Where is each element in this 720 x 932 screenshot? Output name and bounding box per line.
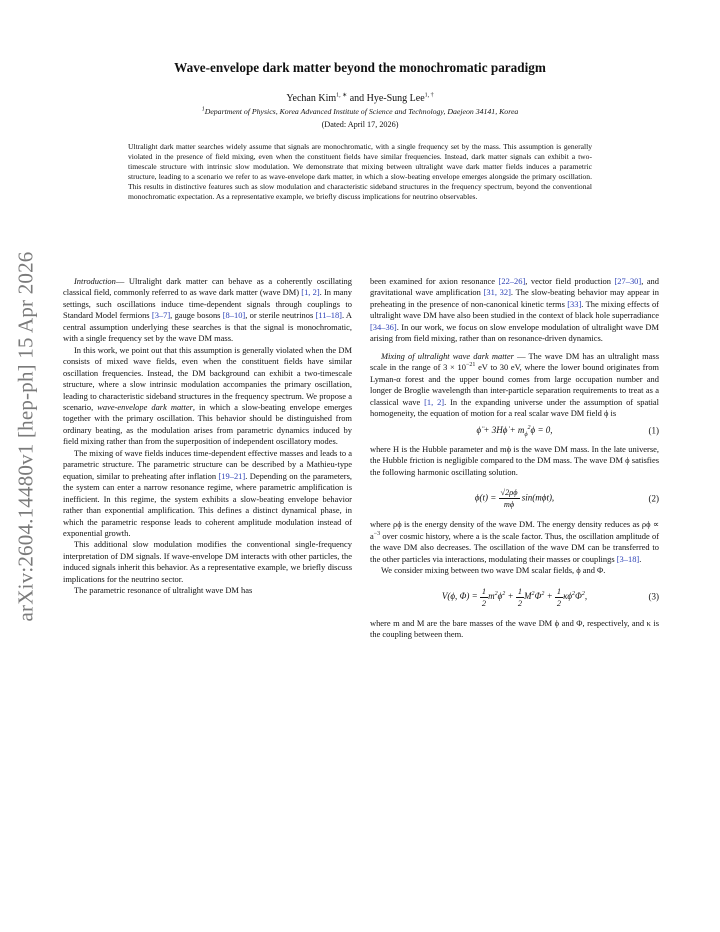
citation-link[interactable]: [22–26] xyxy=(498,276,526,286)
paragraph: This additional slow modulation modifies the conventional single-frequency interpretation of DM signals. If wave-envelope DM interacts with other particles, the induced signals inherit this behavior. As a representative example, we briefly discuss implications for the neutrino sector. xyxy=(63,539,352,584)
citation-link[interactable]: [11–18] xyxy=(315,310,342,321)
emphasized-term: wave-envelope dark matter xyxy=(97,401,193,412)
citation-link[interactable]: [27–30] xyxy=(614,276,642,286)
section-heading-mixing: Mixing of ultralight wave dark matter xyxy=(381,350,514,361)
equation-number: (3) xyxy=(648,591,659,602)
author-list xyxy=(0,93,720,104)
right-column xyxy=(370,276,659,640)
paragraph: The parametric resonance of ultralight wave DM has xyxy=(74,585,253,596)
abstract: Ultralight dark matter searches widely assume that signals are monochromatic, with a single frequency set by the mass. This assumption is generally violated in the presence of field mixing, even when the constituent fields have similar frequencies. Instead, dark matter signals can exhibit a two-timescale structure with intrinsic slow modulation. We demonstrate that mixing between ultralight wave dark matter fields induces a parametric structure, leading to a scenario we refer to as wave-envelope dark matter, in which a slow-beating envelope emerges alongside the primary oscillation. This results in distinctive features such as slow modulation and characteristic sideband structures in the frequency spectrum, beyond the conventional monochromatic expectation. As a representative example, we briefly discuss implications for neutrino observables. xyxy=(128,142,592,202)
paper-title: Wave-envelope dark matter beyond the monochromatic paradigm xyxy=(174,60,546,75)
author-name-2: and Hye-Sung Lee xyxy=(349,93,425,104)
citation-link[interactable]: [19–21] xyxy=(218,470,246,481)
paragraph-introduction: Introduction— Ultralight dark matter can behave as a coherently oscillating classical field, commonly referred to as wave dark matter (wave DM) [1, 2]. In many settings, such oscillations induce time-dependent signals through couplings to Standard Model fermions [3–7], gauge bosons [8–10], or sterile neutrinos [11–18]. A central assumption underlying these searches is that the signal is monochromatic, with a single frequency set by the wave DM mass. xyxy=(63,276,353,344)
citation-link[interactable]: [1, 2] xyxy=(301,287,320,298)
citation-link[interactable]: [1, 2] xyxy=(424,396,445,407)
arxiv-identifier[interactable]: arXiv:2604.14480v1 [hep-ph] 15 Apr 2026 xyxy=(13,251,38,621)
equation-1: ϕ̈ + 3Hϕ̇ + $m_\phi^2\phi = 0$, (1) xyxy=(476,425,659,439)
paragraph: been examined for axion resonance [22–26], vector field production [27–30], and gravitational wave amplification [31, 32]. The slow-beating behavior may appear in preheating in the presence of non-canonical kinetic terms [33]. The mixing effects of ultralight wave DM have also been studied in the context of black hole superradiance [34–36]. In our work, we focus on slow envelope modulation of ultralight wave DM arising from field mixing, rather than on resonance-driven dynamics. xyxy=(370,276,659,344)
citation-link[interactable]: [31, 32] xyxy=(483,287,511,298)
paragraph-mixing: Mixing of ultralight wave dark matter — The wave DM has an ultralight mass scale in the range of $3 \times 10^{-21}$ eV to 30 eV, where the lower bound originates from Lyman-α forest and the upper bound comes from large occupation number and longer de Broglie wavelength than inter-particle separation requirements to treat as a classical wave [1, 2]. In the expanding universe under the assumption of spatial homogeneity, the equation of motion for a real scalar wave DM field ϕ is xyxy=(370,350,659,418)
affiliation-mark: 1 xyxy=(201,106,205,113)
paragraph: where ρϕ is the energy density of the wave DM. The energy density reduces as $\rho\phi \propto a^{-3}$ over cosmic history, where a is the scale factor. Thus, the oscillation amplitude of the wave DM also decreases. The oscillation of the wave DM can be transferred to the other particles via interactions, modulating their masses or couplings [3–18]. xyxy=(370,519,659,564)
paragraph: where H is the Hubble parameter and mϕ is the wave DM mass. In the late universe, the Hubble friction is negligible compared to the DM mass. The wave DM ϕ satisfies the following harmonic oscillating solution. xyxy=(370,443,659,477)
paragraph: In this work, we point out that this assumption is generally violated when the DM consists of mixed wave fields, even when the constituent fields have similar oscillation frequencies. Instead, the DM background can exhibit a two-timescale structure, where a slow intrinsic modulation accompanies the primary oscillation, leading to characteristic sideband structures in the frequency spectrum. We propose a scenario, wave-envelope dark matter, in which a slow-beating envelope emerges together with the primary oscillation. This behavior should be distinguished from ordinary beating, as the modulation arises from parametric dynamics induced by field mixing rather than from the superposition of independent oscillatory modes. xyxy=(63,344,352,447)
fraction: $\frac{√2\rho\phi}{m\phi}$ xyxy=(500,488,518,510)
affiliation xyxy=(0,107,720,116)
paragraph: where m and M are the bare masses of the wave DM ϕ and Φ, respectively, and κ is the coupling between them. xyxy=(370,617,659,639)
section-heading-introduction: Introduction xyxy=(74,276,116,286)
equation-number: (1) xyxy=(648,425,659,436)
equation-3: V(ϕ, Φ) = $\frac{1}{2}$ $m^2\phi^2$ + $\frac{1}{2}$ $M^2\Phi^2$ + $\frac{1}{2}$ $\kappa\phi^2\Phi^2$, (3) xyxy=(441,586,659,608)
left-column xyxy=(63,276,352,597)
affiliation-text: Department of Physics, Korea Advanced Institute of Science and Technology, Daejeon 34141, Korea xyxy=(204,107,519,116)
author-1-affiliation-mark[interactable]: 1, ∗ xyxy=(336,92,348,99)
citation-link[interactable]: [8–10] xyxy=(222,310,246,321)
equation-number: (2) xyxy=(648,493,659,504)
paragraph: The mixing of wave fields induces time-dependent effective masses and leads to a parametric structure. The parametric structure can be described by a Mathieu-type equation, similar to preheating after inflation [19–21]. Depending on the parameters, the system can enter a narrow resonance regime, where parametric amplification is inefficient. In this regime, the system exhibits a slow-beating envelope behavior rather than exponential amplification. This defines a distinct dynamical phase, in which the parametric response leads to coherent amplitude modulation instead of exponential growth. xyxy=(63,447,353,538)
author-name-1: Yechan Kim xyxy=(286,93,337,104)
author-2-affiliation-mark[interactable]: 1, † xyxy=(424,92,434,99)
citation-link[interactable]: [34–36] xyxy=(370,321,397,332)
arxiv-side-stamp xyxy=(6,196,46,676)
citation-link[interactable]: [3–18] xyxy=(616,553,640,564)
citation-link[interactable]: [33] xyxy=(567,298,582,309)
paragraph: We consider mixing between two wave DM scalar fields, ϕ and Φ. xyxy=(381,565,606,576)
equation-2: ϕ(t) = $\frac{√2\rho\phi}{m\phi}$ sin(mϕt), (2) xyxy=(474,488,659,510)
date-line: (Dated: April 17, 2026) xyxy=(321,120,399,129)
citation-link[interactable]: [3–7] xyxy=(151,310,171,321)
